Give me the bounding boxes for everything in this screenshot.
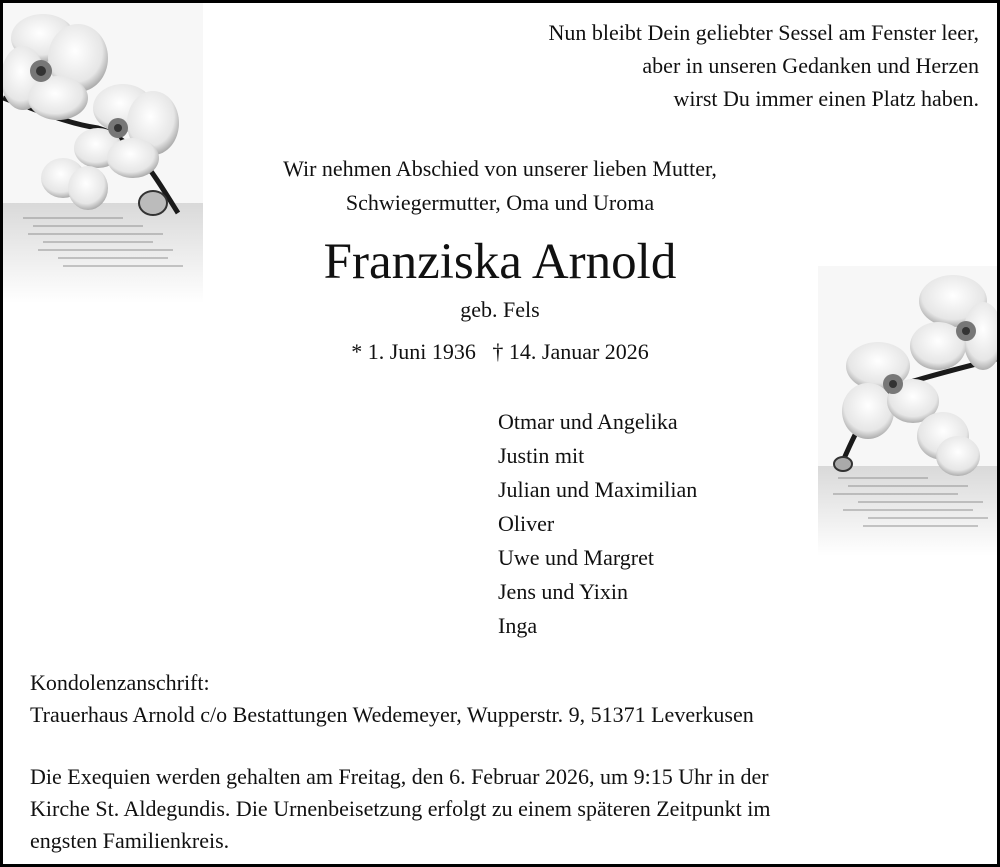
mourner-entry: Uwe und Margret: [498, 545, 654, 570]
intro-line: Schwiegermutter, Oma und Uroma: [345, 190, 655, 215]
mourner-entry: Inga: [498, 613, 538, 638]
mourner-entry: Oliver: [498, 511, 555, 536]
condolence-address-text: Trauerhaus Arnold c/o Bestattungen Wedemeyer, Wupperstr. 9, 51371 Leverkusen: [30, 702, 754, 727]
service-line: Die Exequien werden gehalten am Freitag, den 6. Februar 2026, um 9:15 Uhr in der: [30, 764, 769, 789]
service-line: Kirche St. Aldegundis. Die Urnenbeisetzung erfolgt zu einem späteren Zeitpunkt im: [30, 796, 771, 821]
poem-quote: [549, 16, 979, 115]
condolence-address: [30, 667, 754, 731]
mourner-entry: Otmar und Angelika: [498, 409, 678, 434]
poem-line: wirst Du immer einen Platz haben.: [673, 86, 979, 111]
poem-line: Nun bleibt Dein geliebter Sessel am Fenster leer,: [548, 20, 979, 45]
mourner-entry: Jens und Yixin: [498, 579, 628, 604]
mourner-entry: Julian und Maximilian: [498, 477, 698, 502]
farewell-intro: [3, 152, 997, 220]
condolence-label: Kondolenzanschrift:: [30, 670, 210, 695]
mourner-entry: Justin mit: [498, 443, 585, 468]
maiden-name: geb. Fels: [460, 297, 540, 322]
mourners-list: [498, 405, 697, 643]
life-dates: * 1. Juni 1936 † 14. Januar 2026: [351, 339, 649, 364]
intro-line: Wir nehmen Abschied von unserer lieben Mutter,: [283, 156, 717, 181]
service-info: [30, 761, 770, 857]
poem-line: aber in unseren Gedanken und Herzen: [642, 53, 979, 78]
deceased-name: Franziska Arnold: [323, 234, 677, 290]
service-line: engsten Familienkreis.: [30, 828, 230, 853]
